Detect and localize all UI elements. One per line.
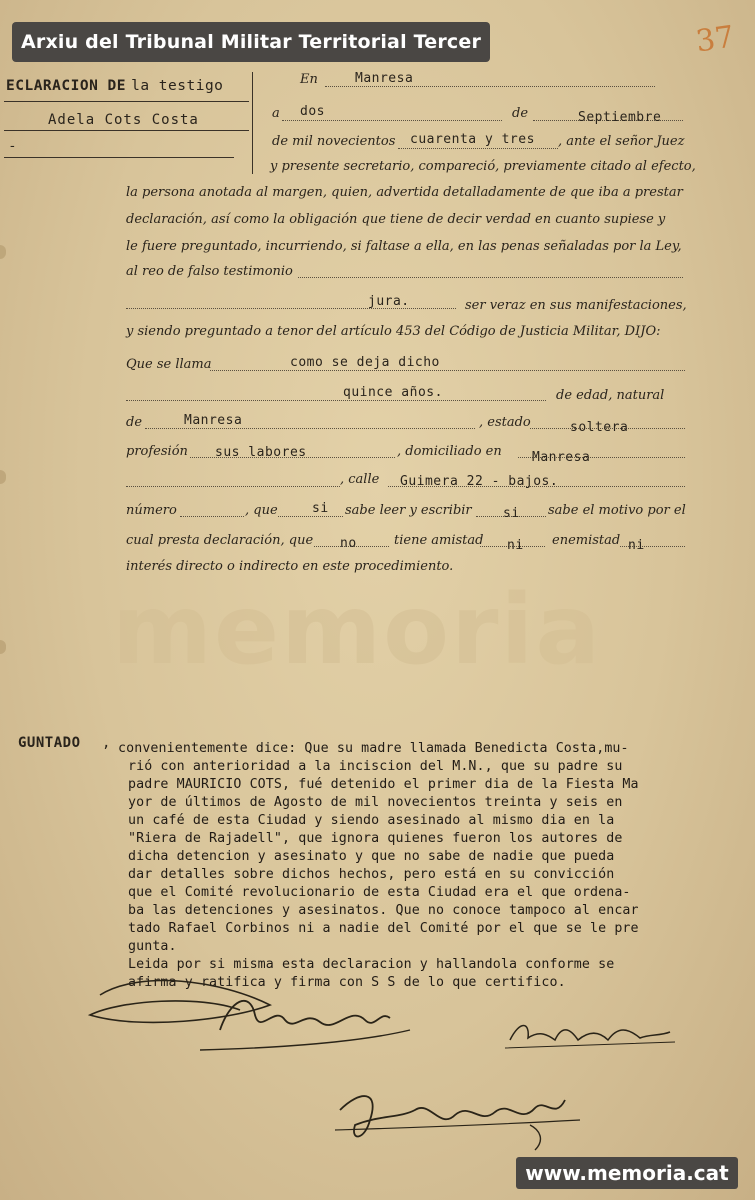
estado-value: soltera	[570, 420, 629, 435]
dotted-line	[282, 120, 502, 121]
llama-value: como se deja dicho	[290, 355, 440, 370]
memoria-logo[interactable]: www.memoria.cat	[516, 1157, 738, 1189]
que-label: , que	[245, 503, 278, 518]
natural-value: Manresa	[184, 413, 243, 428]
year-prefix: de mil novecientos	[272, 134, 396, 149]
signature-left	[80, 960, 420, 1070]
statement-line: rió con anterioridad a la inciscion del M.N., que su padre su	[128, 759, 623, 774]
binding-hole	[0, 245, 6, 259]
statement-line: dar detalles sobre dichos hechos, pero está en su convicción	[128, 867, 615, 882]
cual-label: cual presta declaración, que	[126, 533, 314, 548]
sabe-motivo-value: si	[503, 506, 520, 521]
form-line-8: al reo de falso testimonio	[126, 264, 293, 279]
sabe-motivo-label: sabe el motivo por el	[548, 503, 686, 518]
statement-line: tado Rafael Corbinos ni a nadie del Comité por el que se le pre	[128, 921, 639, 936]
statement-line: ba las detenciones y asesinatos. Que no conoce tampoco al encar	[128, 903, 639, 918]
natural-label: de	[126, 415, 143, 430]
enemistad-label: enemistad	[552, 533, 621, 548]
form-line-6: declaración, así como la obligación que tiene de decir verdad en cuanto supiese y	[126, 212, 666, 227]
statement-line: afirma y ratifica y firma con S S de lo que certifico.	[128, 975, 566, 990]
dotted-line	[126, 486, 340, 487]
year-suffix: , ante el señor Juez	[558, 134, 685, 149]
statement-line: padre MAURICIO COTS, fué detenido el primer dia de la Fiesta Ma	[128, 777, 639, 792]
month-value: Septiembre	[578, 110, 662, 125]
amistad-label: tiene amistad	[394, 533, 484, 548]
day-value: dos	[300, 104, 325, 119]
oath-value: jura.	[368, 294, 410, 309]
margin-rule	[4, 157, 234, 158]
oath-suffix: ser veraz en sus manifestaciones,	[465, 298, 687, 313]
statement-label: GUNTADO	[18, 735, 81, 751]
statement-line: gunta.	[128, 939, 177, 954]
domicilio-value: Manresa	[532, 450, 591, 465]
sabe-leer-value: si	[312, 501, 329, 516]
statement-line: yor de últimos de Agosto de mil novecientos treinta y seis en	[128, 795, 623, 810]
form-line-10: y siendo preguntado a tenor del artículo 453 del Código de Justicia Militar, DIJO:	[126, 324, 661, 339]
statement-line: Leida por si misma esta declaracion y hallandola conforme se	[128, 957, 615, 972]
margin-rule	[4, 130, 249, 131]
signature-bottom	[320, 1070, 600, 1160]
estado-label: , estado	[479, 415, 531, 430]
margin-divider	[252, 72, 253, 174]
calle-label: , calle	[340, 472, 380, 487]
archive-banner: Arxiu del Tribunal Militar Territorial Tercer	[12, 22, 490, 62]
age-suffix: de edad, natural	[556, 388, 665, 403]
en-label: En	[300, 72, 318, 87]
binding-hole	[0, 470, 6, 484]
interes-value: ni	[628, 538, 645, 553]
dotted-line	[180, 516, 244, 517]
sabe-leer-label: sabe leer y escribir	[345, 503, 472, 518]
dotted-line	[210, 370, 685, 371]
margin-heading	[6, 78, 223, 94]
statement-line: dicha detencion y asesinato y que no sabe de nadie que pueda	[128, 849, 615, 864]
numero-label: número	[126, 503, 177, 518]
a-label: a	[272, 106, 280, 121]
llama-label: Que se llama	[126, 357, 212, 372]
profesion-value: sus labores	[215, 445, 307, 460]
calle-value: Guimera 22 - bajos.	[400, 474, 559, 489]
watermark: memoria	[112, 574, 603, 686]
margin-dash: -	[10, 138, 15, 154]
enemistad-value: ni	[507, 538, 524, 553]
statement-line: "Riera de Rajadell", que ignora quienes fueron los autores de	[128, 831, 623, 846]
form-line-7: le fuere preguntado, incurriendo, si faltase a ella, en las penas señaladas por la Ley,	[126, 239, 682, 254]
age-value: quince años.	[343, 385, 443, 400]
binding-hole	[0, 640, 6, 654]
dotted-line	[126, 400, 546, 401]
dotted-line	[278, 516, 343, 517]
witness-name: Adela Cots Costa	[48, 112, 199, 128]
interes-label: interés directo o indirecto en este procedimiento.	[126, 559, 454, 574]
margin-heading-prefix: ECLARACION DE	[6, 78, 126, 94]
dotted-line	[325, 86, 655, 87]
amistad-value: no	[340, 536, 357, 551]
form-line-5: la persona anotada al margen, quien, advertida detalladamente de que iba a prestar	[126, 185, 683, 200]
profesion-label: profesión	[126, 444, 188, 459]
domiciliado-label: , domiciliado en	[397, 444, 502, 459]
dotted-line	[145, 428, 475, 429]
statement-line: convenientemente dice: Que su madre llamada Benedicta Costa,mu-	[118, 741, 629, 756]
dotted-line	[298, 277, 683, 278]
statement-line: que el Comité revolucionario de esta Ciudad era el que ordena-	[128, 885, 631, 900]
dotted-line	[398, 148, 558, 149]
place-value: Manresa	[355, 71, 414, 86]
form-line-4: y presente secretario, compareció, previamente citado al efecto,	[270, 159, 696, 174]
signature-right	[500, 1010, 680, 1060]
page-number: 37	[693, 19, 737, 60]
statement-comma: ,	[102, 735, 111, 751]
year-value: cuarenta y tres	[410, 132, 535, 147]
margin-heading-suffix: la testigo	[131, 78, 224, 94]
de-label: de	[512, 106, 529, 121]
margin-rule	[4, 101, 249, 102]
statement-line: un café de esta Ciudad y siendo asesinado al mismo dia en la	[128, 813, 615, 828]
